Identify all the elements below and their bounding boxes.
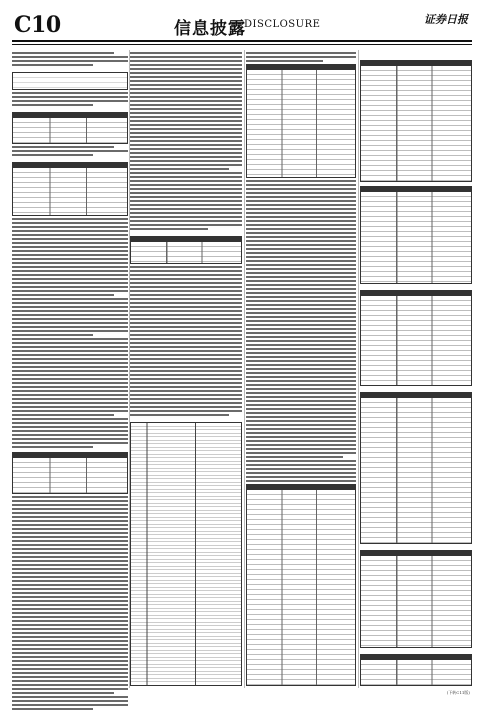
header-rule [12, 40, 472, 42]
data-table [12, 162, 128, 216]
text-block [12, 146, 128, 158]
newspaper-logo: 证券日报 [424, 13, 468, 26]
page-body [12, 50, 472, 688]
data-table [130, 236, 242, 264]
data-table [12, 112, 128, 144]
section-title-cn: 信息披露 [174, 19, 246, 39]
article-text [130, 266, 242, 418]
page-footer-marker: (下转C11版) [446, 690, 470, 695]
data-table [360, 60, 472, 182]
data-table [12, 452, 128, 494]
data-table [360, 186, 472, 284]
text-block [246, 52, 356, 64]
column-divider [244, 50, 245, 688]
article-text [130, 52, 242, 232]
page-number: C10 [14, 12, 61, 38]
header-rule-thin [12, 44, 472, 45]
data-table [360, 550, 472, 648]
article-text [246, 180, 356, 488]
data-table-large [130, 422, 242, 686]
column-4 [360, 50, 472, 688]
article-text [12, 218, 128, 450]
text-block [12, 92, 128, 108]
page-header [12, 8, 472, 42]
column-divider [358, 50, 359, 688]
data-table [246, 484, 356, 686]
data-table [360, 392, 472, 544]
data-table [360, 290, 472, 386]
column-3 [246, 50, 356, 688]
section-title-en: DISCLOSURE [244, 19, 321, 30]
text-block [12, 52, 128, 68]
article-text [12, 496, 128, 712]
column-1 [12, 50, 128, 688]
data-table [360, 654, 472, 686]
data-table [12, 72, 128, 90]
column-2 [130, 50, 242, 688]
data-table [246, 64, 356, 178]
